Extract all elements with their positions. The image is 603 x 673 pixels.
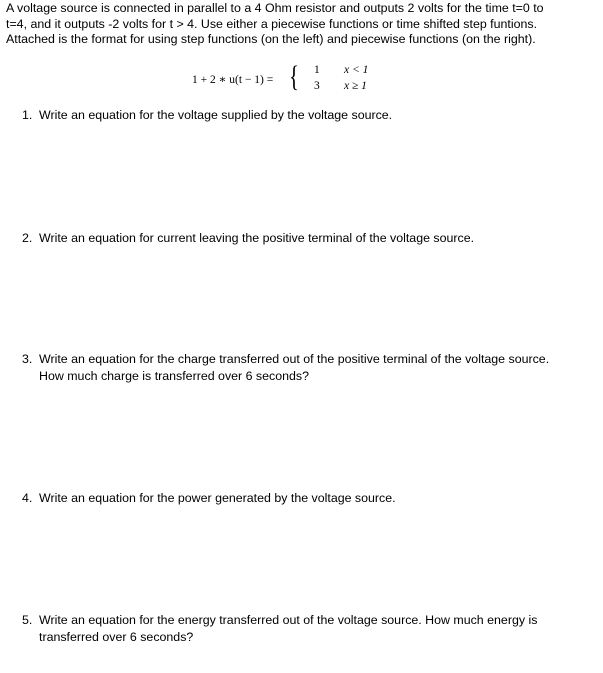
question-number: 3. — [22, 352, 33, 366]
question-line: Write an equation for the voltage supplied by the voltage source. — [39, 108, 393, 122]
problem-statement-line: A voltage source is connected in parallel to a 4 Ohm resistor and outputs 2 volts for the time t=0 to — [6, 1, 544, 15]
question-text — [39, 107, 392, 124]
question-number: 5. — [22, 613, 33, 627]
formula-condition-1: x < 1 — [344, 64, 369, 76]
question-number: 4. — [22, 491, 33, 505]
question-text — [39, 490, 396, 507]
question-line: Write an equation for the power generated by the voltage source. — [39, 491, 396, 505]
formula-brace: { — [289, 60, 300, 93]
problem-statement-line: t=4, and it outputs -2 volts for t > 4. Use either a piecewise functions or time shifted step funtions. — [6, 16, 538, 31]
question-text — [39, 612, 537, 646]
question-number: 1. — [22, 108, 33, 122]
formula-value-1: 1 — [314, 64, 320, 76]
question-line: Write an equation for the charge transferred out of the positive terminal of the voltage source. — [39, 352, 550, 366]
question-line: transferred over 6 seconds? — [39, 630, 194, 644]
question-line: Write an equation for current leaving the positive terminal of the voltage source. — [39, 231, 475, 245]
question-text — [39, 230, 474, 247]
question-line: How much charge is transferred over 6 seconds? — [39, 369, 309, 383]
formula-value-2: 3 — [314, 80, 320, 92]
formula-condition-2: x ≥ 1 — [344, 80, 367, 92]
problem-statement-line: Attached is the format for using step functions (on the left) and piecewise functions (on the right). — [6, 32, 536, 46]
question-number: 2. — [22, 231, 33, 245]
question-line: Write an equation for the energy transferred out of the voltage source. How much energy is — [39, 613, 538, 627]
question-text — [39, 351, 549, 385]
formula-left-side: 1 + 2 ∗ u(t − 1) = — [192, 74, 274, 86]
problem-statement — [6, 1, 598, 48]
step-function-example-formula — [192, 60, 412, 97]
